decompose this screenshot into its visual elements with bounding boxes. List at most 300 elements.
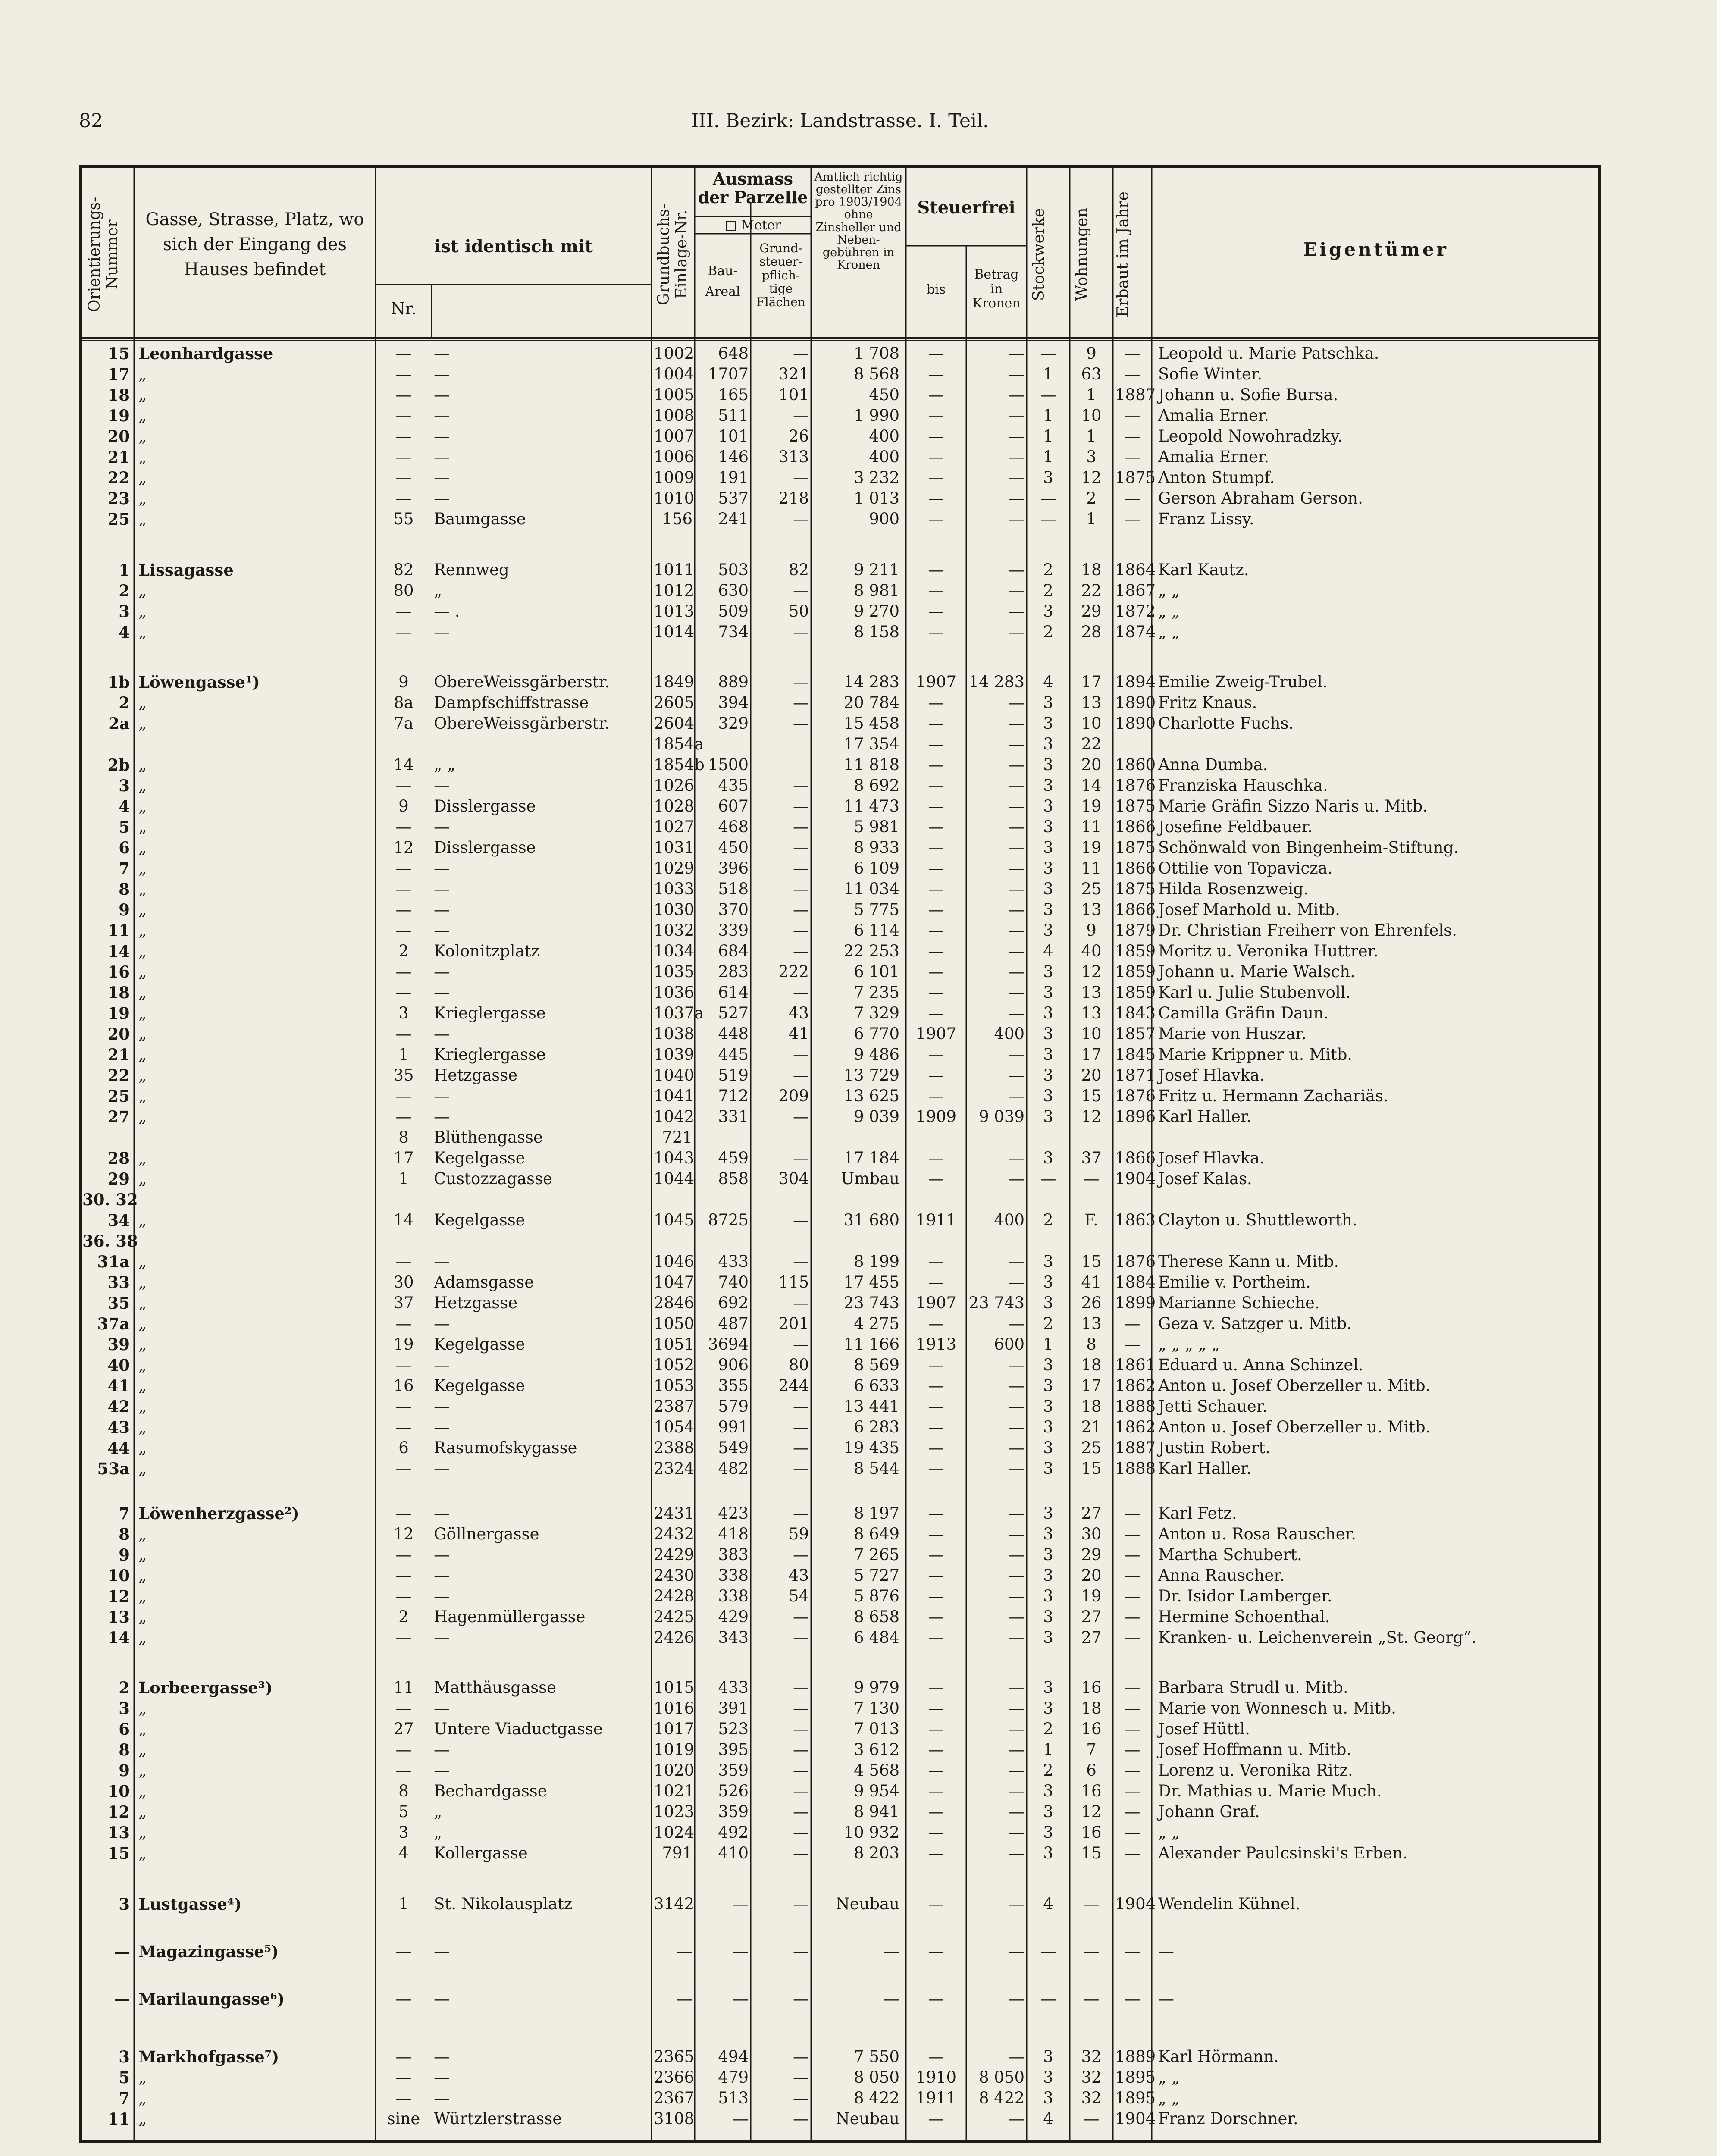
cell-bet: — [1009, 1169, 1025, 1188]
table-row [82, 1438, 1598, 1458]
cell-bis: — [928, 776, 944, 795]
cell-g: „ [138, 406, 147, 425]
cell-or: 12 [107, 1587, 130, 1606]
cell-or: 9 [119, 1761, 130, 1780]
table-row [82, 713, 1598, 734]
cell-er: — [1124, 1699, 1140, 1717]
cell-st: 3 [1043, 1566, 1053, 1585]
cell-g: „ [138, 489, 147, 508]
cell-or: 2 [119, 581, 130, 600]
table-row [82, 385, 1598, 405]
table-row [82, 837, 1598, 858]
cell-gbn: 1012 [654, 581, 695, 600]
table-row [82, 622, 1598, 642]
cell-bet: 600 [994, 1335, 1025, 1354]
cell-bau: 331 [718, 1107, 749, 1126]
table-row [82, 1106, 1598, 1127]
cell-wo: 20 [1081, 755, 1102, 774]
cell-gr: — [793, 406, 809, 425]
header-gasse: Gasse, Strasse, Platz, wo sich der Eingang des Hauses befindet [145, 210, 364, 279]
cell-wo: — [1083, 1169, 1100, 1188]
cell-g: „ [138, 983, 147, 1002]
header-betrag: Betrag in Kronen [972, 267, 1021, 311]
cell-bet: — [1009, 1844, 1025, 1862]
cell-st: 1 [1043, 1740, 1053, 1759]
cell-ei: Charlotte Fuchs. [1158, 714, 1294, 733]
cell-st: 3 [1043, 1418, 1053, 1436]
cell-ei: Martha Schubert. [1158, 1545, 1302, 1564]
cell-or: 25 [107, 1087, 130, 1106]
cell-bis: — [928, 1169, 944, 1188]
cell-iname: — [434, 1252, 450, 1271]
cell-st: — [1040, 1942, 1056, 1961]
table-row [82, 879, 1598, 899]
cell-gbn: 1002 [654, 344, 695, 363]
cell-bis: — [928, 1045, 944, 1064]
cell-bis: — [928, 735, 944, 753]
cell-st: 3 [1043, 776, 1053, 795]
cell-bet: — [1009, 797, 1025, 815]
cell-g: „ [138, 385, 147, 404]
cell-gbn: 1854b [654, 755, 705, 774]
cell-or: 14 [107, 1628, 130, 1647]
cell-gr: — [793, 1823, 809, 1842]
cell-bau: 101 [718, 427, 749, 445]
cell-bau: 338 [718, 1566, 749, 1585]
table-row [82, 920, 1598, 941]
cell-wo: 18 [1081, 1397, 1102, 1416]
cell-er: — [1124, 1545, 1140, 1564]
cell-or: 10 [107, 1566, 130, 1585]
cell-or: 30. 32 [82, 1190, 138, 1209]
cell-bis: — [928, 1149, 944, 1167]
cell-gbn: 1007 [654, 427, 695, 445]
table-row [82, 1044, 1598, 1065]
cell-or: 6 [119, 1720, 130, 1739]
cell-zins: 9 954 [854, 1782, 899, 1800]
cell-er: — [1124, 344, 1140, 363]
cell-or: 10 [107, 1782, 130, 1801]
cell-gr: 82 [788, 561, 809, 579]
cell-st: 3 [1043, 1273, 1053, 1291]
cell-zins: 450 [869, 385, 899, 404]
cell-gbn: 1024 [654, 1823, 695, 1842]
cell-st: 4 [1043, 2109, 1053, 2128]
cell-gr: — [793, 1761, 809, 1780]
running-title: III. Bezirk: Landstrasse. I. Teil. [691, 110, 989, 132]
cell-er: — [1124, 1678, 1140, 1697]
cell-iname: Krieglergasse [434, 1045, 546, 1064]
cell-bis: — [928, 561, 944, 579]
cell-gbn: 1046 [654, 1252, 695, 1271]
table-row [82, 775, 1598, 796]
cell-bis: — [928, 344, 944, 363]
cell-gr: — [793, 510, 809, 528]
cell-wo: 10 [1081, 406, 1102, 425]
cell-iname: — [434, 468, 450, 487]
cell-iname: — [434, 900, 450, 919]
cell-ei: Karl Hörmann. [1158, 2047, 1279, 2066]
cell-gr: — [793, 344, 809, 363]
cell-g: „ [138, 859, 147, 877]
cell-gbn: 1017 [654, 1720, 695, 1738]
cell-er: 1859 [1115, 962, 1156, 981]
cell-gbn: 1037a [654, 1004, 704, 1022]
cell-iname: Kollergasse [434, 1844, 528, 1862]
cell-in: — [395, 859, 412, 877]
cell-zins: 22 253 [843, 942, 899, 960]
cell-st: 2 [1043, 561, 1053, 579]
cell-er: 1863 [1115, 1211, 1156, 1229]
cell-in: 19 [393, 1335, 414, 1354]
cell-st: 3 [1043, 1802, 1053, 1821]
cell-or: 34 [107, 1211, 130, 1230]
cell-wo: 32 [1081, 2047, 1102, 2066]
cell-er: 1857 [1115, 1025, 1156, 1043]
table-row [82, 364, 1598, 385]
cell-zins: Neubau [836, 2109, 899, 2128]
table-row [82, 447, 1598, 467]
cell-in: — [395, 2047, 412, 2066]
cell-iname: — [434, 1459, 450, 1478]
cell-iname: Kegelgasse [434, 1211, 525, 1229]
cell-zins: 4 275 [854, 1314, 899, 1333]
cell-er: 1843 [1115, 1004, 1156, 1022]
cell-gr: — [793, 693, 809, 712]
cell-gbn: 2426 [654, 1628, 695, 1647]
cell-or: 14 [107, 942, 130, 961]
cell-iname: — . [434, 602, 460, 620]
cell-in: — [395, 818, 412, 836]
cell-er: — [1124, 1720, 1140, 1738]
table-row [82, 1251, 1598, 1272]
cell-gbn: 1026 [654, 776, 695, 795]
cell-ei: Geza v. Satzger u. Mitb. [1158, 1314, 1352, 1333]
cell-or: 5 [119, 818, 130, 837]
cell-zins: 8 544 [854, 1459, 899, 1478]
cell-bau: 165 [718, 385, 749, 404]
header-steuerfrei: Steuerfrei [917, 197, 1015, 218]
cell-bet: — [1009, 1823, 1025, 1842]
cell-bis: — [928, 1418, 944, 1436]
cell-g: „ [138, 2089, 147, 2107]
cell-ei: Emilie Zweig-Trubel. [1158, 673, 1328, 691]
cell-gr: — [793, 921, 809, 940]
cell-er: 1884 [1115, 1273, 1156, 1291]
cell-bau: 692 [718, 1294, 749, 1312]
header-grund: Grund-steuer-pflich-tige Flächen [756, 241, 805, 310]
cell-st: 3 [1043, 2047, 1053, 2066]
cell-in: 17 [393, 1149, 414, 1167]
cell-in: — [395, 365, 412, 383]
cell-in: 11 [393, 1678, 414, 1697]
cell-g: „ [138, 962, 147, 981]
cell-zins: 8 692 [854, 776, 899, 795]
table-row [82, 1586, 1598, 1607]
cell-ei: Marie Gräfin Sizzo Naris u. Mitb. [1158, 797, 1428, 815]
table-row [82, 817, 1598, 837]
cell-or: 13 [107, 1823, 130, 1842]
cell-er: — [1124, 489, 1140, 508]
cell-ei: Anton u. Josef Oberzeller u. Mitb. [1158, 1376, 1431, 1395]
cell-bis: — [928, 755, 944, 774]
cell-gbn: 1011 [654, 561, 695, 579]
cell-st: 3 [1043, 468, 1053, 487]
cell-zins: 13 729 [843, 1066, 899, 1084]
table-row [82, 941, 1598, 962]
cell-g: Magazingasse⁵) [138, 1942, 279, 1961]
cell-gbn: 2367 [654, 2089, 695, 2107]
cell-bet: — [1009, 1314, 1025, 1333]
cell-bis: — [928, 1314, 944, 1333]
cell-g: „ [138, 1149, 147, 1167]
cell-in: 3 [398, 1004, 409, 1022]
cell-er: — [1124, 1942, 1140, 1961]
table-row [82, 962, 1598, 982]
cell-wo: 30 [1081, 1525, 1102, 1543]
cell-wo: 41 [1081, 1273, 1102, 1291]
cell-wo: 29 [1081, 602, 1102, 620]
cell-zins: 9 039 [854, 1107, 899, 1126]
cell-in: — [395, 1504, 412, 1523]
cell-g: „ [138, 1525, 147, 1543]
cell-or: 8 [119, 880, 130, 899]
cell-st: 1 [1043, 427, 1053, 445]
cell-gr: 201 [778, 1314, 809, 1333]
cell-g: „ [138, 776, 147, 795]
header-zins: Amtlich richtig gestellter Zins pro 1903/1904 ohne Zinsheller und Neben-gebühren in Kronen [814, 170, 903, 272]
cell-er: — [1124, 1314, 1140, 1333]
cell-gr: 218 [778, 489, 809, 508]
cell-zins: 4 568 [854, 1761, 899, 1780]
cell-ei: Karl u. Julie Stubenvoll. [1158, 983, 1351, 1002]
cell-g: Leonhardgasse [138, 344, 273, 363]
cell-g: „ [138, 1356, 147, 1374]
table-row [82, 1003, 1598, 1024]
cell-ei: Anton u. Rosa Rauscher. [1158, 1525, 1356, 1543]
cell-er: 1887 [1115, 1438, 1156, 1457]
cell-bet: 400 [994, 1211, 1025, 1229]
cell-iname: — [434, 921, 450, 940]
cell-in: — [395, 983, 412, 1002]
cell-gr: — [793, 1504, 809, 1523]
cell-bet: — [1009, 962, 1025, 981]
cell-gr: — [793, 1802, 809, 1821]
cell-g: „ [138, 755, 147, 774]
cell-er: 1875 [1115, 468, 1156, 487]
cell-er: 1866 [1115, 859, 1156, 877]
cell-gr: — [793, 1942, 809, 1961]
cell-in: — [395, 900, 412, 919]
cell-wo: 27 [1081, 1628, 1102, 1647]
cell-gbn: 1031 [654, 838, 695, 857]
cell-gbn: 2605 [654, 693, 695, 712]
cell-gbn: 1032 [654, 921, 695, 940]
cell-bis: — [928, 427, 944, 445]
cell-gr: — [793, 2089, 809, 2107]
cell-gr: — [793, 468, 809, 487]
cell-st: 3 [1043, 2089, 1053, 2107]
cell-gbn: 2431 [654, 1504, 695, 1523]
cell-or: 28 [107, 1149, 130, 1168]
cell-er: 1867 [1115, 581, 1156, 600]
cell-zins: 6 484 [854, 1628, 899, 1647]
cell-wo: — [1083, 1990, 1100, 2008]
cell-or: 3 [119, 776, 130, 795]
cell-in: — [395, 1587, 412, 1605]
table-row [82, 1127, 1598, 1148]
cell-or: 7 [119, 1504, 130, 1523]
cell-bis: — [928, 623, 944, 641]
cell-bau: 383 [718, 1545, 749, 1564]
cell-bau: 359 [718, 1761, 749, 1780]
cell-bet: — [1009, 1678, 1025, 1697]
cell-st: — [1040, 510, 1056, 528]
cell-bis: — [928, 581, 944, 600]
cell-iname: Rennweg [434, 561, 509, 579]
cell-iname: Rasumofskygasse [434, 1438, 577, 1457]
cell-st: 3 [1043, 1823, 1053, 1842]
cell-gr: — [793, 1045, 809, 1064]
cell-in: 82 [393, 561, 414, 579]
cell-gr: 115 [778, 1273, 809, 1291]
cell-bis: — [928, 1545, 944, 1564]
cell-bis: — [928, 797, 944, 815]
cell-ei: Leopold Nowohradzky. [1158, 427, 1343, 445]
cell-st: 1 [1043, 448, 1053, 466]
cell-bet: — [1009, 1418, 1025, 1436]
cell-wo: 19 [1081, 1587, 1102, 1605]
table-row [82, 1698, 1598, 1719]
cell-in: 1 [398, 1895, 409, 1913]
cell-gbn: — [677, 1942, 692, 1961]
cell-ei: Anna Rauscher. [1158, 1566, 1285, 1585]
cell-or: 17 [107, 365, 130, 384]
cell-iname: — [434, 1545, 450, 1564]
cell-zins: 7 265 [854, 1545, 899, 1564]
cell-or: 44 [107, 1438, 130, 1457]
cell-wo: 20 [1081, 1566, 1102, 1585]
cell-bis: 1911 [915, 2089, 957, 2107]
cell-st: 3 [1043, 1004, 1053, 1022]
cell-g: „ [138, 510, 147, 528]
cell-ei: Hermine Schoenthal. [1158, 1608, 1330, 1626]
cell-gr: — [793, 1720, 809, 1738]
cell-ei: „ „ [1158, 602, 1180, 620]
cell-ei: „ „ „ „ „ [1158, 1335, 1220, 1354]
cell-zins: 7 013 [854, 1720, 899, 1738]
cell-st: — [1040, 385, 1056, 404]
cell-zins: 400 [869, 427, 899, 445]
cell-iname: — [434, 385, 450, 404]
cell-bis: — [928, 1628, 944, 1647]
table-row [82, 672, 1598, 693]
table-row [82, 2109, 1598, 2129]
cell-in: 7a [394, 714, 414, 733]
header-or-nr: Orientierungs-Nummer [86, 197, 121, 312]
cell-iname: — [434, 448, 450, 466]
cell-zins: 15 458 [843, 714, 899, 733]
table-row [82, 899, 1598, 920]
table-row [82, 1677, 1598, 1698]
table-row [82, 1989, 1598, 2009]
table-row [82, 1607, 1598, 1627]
cell-bau: 450 [718, 838, 749, 857]
cell-gbn: 1006 [654, 448, 695, 466]
cell-iname: Disslergasse [434, 838, 536, 857]
page-header [79, 110, 1601, 144]
cell-bau: 991 [718, 1418, 749, 1436]
cell-or: 23 [107, 489, 130, 508]
cell-gr: 304 [778, 1169, 809, 1188]
cell-zins: 8 649 [854, 1525, 899, 1543]
cell-wo: 20 [1081, 1066, 1102, 1084]
cell-gbn: 2324 [654, 1459, 695, 1478]
cell-st: 3 [1043, 1699, 1053, 1717]
cell-bet: 9 039 [979, 1107, 1025, 1126]
cell-iname: — [434, 489, 450, 508]
cell-bis: — [928, 365, 944, 383]
cell-gr: — [793, 2047, 809, 2066]
cell-bet: — [1009, 1273, 1025, 1291]
cell-wo: 19 [1081, 797, 1102, 815]
cell-bet: — [1009, 427, 1025, 445]
table-row [82, 982, 1598, 1003]
cell-er: 1876 [1115, 1252, 1156, 1271]
cell-wo: 27 [1081, 1504, 1102, 1523]
cell-st: — [1040, 344, 1056, 363]
cell-wo: 21 [1081, 1418, 1102, 1436]
cell-bet: — [1009, 406, 1025, 425]
cell-or: 22 [107, 468, 130, 487]
cell-bau: 433 [718, 1252, 749, 1271]
cell-or: 36. 38 [82, 1232, 138, 1250]
cell-wo: 26 [1081, 1294, 1102, 1312]
cell-or: 40 [107, 1356, 130, 1375]
cell-zins: 400 [869, 448, 899, 466]
cell-bet: 8 050 [979, 2068, 1025, 2087]
cell-gbn: 791 [662, 1844, 692, 1862]
cell-in: 80 [393, 581, 414, 600]
cell-or: 19 [107, 1004, 130, 1023]
cell-gr: — [793, 1252, 809, 1271]
cell-zins: 10 932 [843, 1823, 899, 1842]
cell-bau: 433 [718, 1678, 749, 1697]
cell-gr: 43 [788, 1004, 809, 1022]
cell-in: 37 [393, 1294, 414, 1312]
cell-wo: 28 [1081, 623, 1102, 641]
header-eigen: Eigentümer [1303, 239, 1449, 260]
cell-in: 35 [393, 1066, 414, 1084]
cell-st: 3 [1043, 1025, 1053, 1043]
cell-wo: 9 [1086, 921, 1097, 940]
cell-st: 3 [1043, 693, 1053, 712]
cell-gr: — [793, 1990, 809, 2008]
cell-bau: 906 [718, 1356, 749, 1374]
cell-er: 1859 [1115, 942, 1156, 960]
header-ident-nr: Nr. [391, 299, 417, 318]
cell-g: „ [138, 921, 147, 940]
cell-er: — [1124, 1335, 1140, 1354]
cell-zins: 9 270 [854, 602, 899, 620]
cell-bis: — [928, 1844, 944, 1862]
cell-in: — [395, 489, 412, 508]
cell-iname: Hetzgasse [434, 1294, 518, 1312]
cell-zins: 11 034 [843, 880, 899, 898]
cell-gbn: 1014 [654, 623, 695, 641]
table-row [82, 1169, 1598, 1189]
cell-gbn: 2432 [654, 1525, 695, 1543]
